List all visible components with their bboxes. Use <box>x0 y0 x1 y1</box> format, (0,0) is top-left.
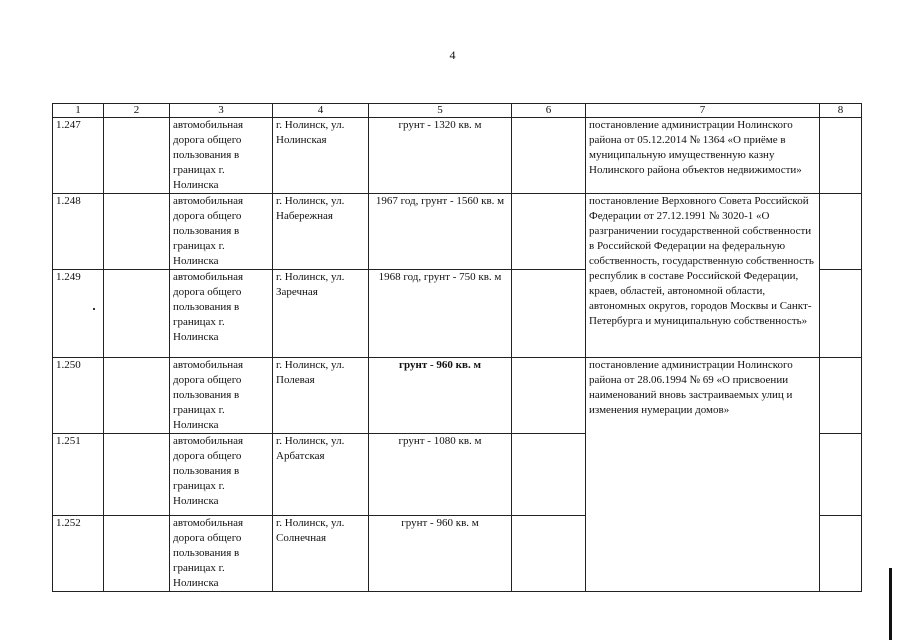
table-row <box>53 358 862 434</box>
basis-document: постановление администрации Нолинского района от 05.12.2014 № 1364 «О приёме в муниципальную имущественную казну Нолинского района объектов недвижимости» <box>586 118 820 194</box>
object-area: 1968 год, грунт - 750 кв. м <box>369 270 512 358</box>
table-row <box>53 194 862 270</box>
empty-cell <box>820 270 862 358</box>
empty-cell <box>512 358 586 434</box>
table-row <box>53 118 862 194</box>
basis-document: постановление Верховного Совета Российской Федерации от 27.12.1991 № 3020-1 «О разграничении государственной собственности в Российской Федерации на федеральную собственность, государственную собственность республик в составе Российской Федерации, краев, областей, автономной области, автономных округов, городов Москвы и Санкт- Петербурга и муниципальную собственность» <box>586 194 820 358</box>
empty-cell <box>512 516 586 592</box>
empty-cell <box>104 434 170 516</box>
object-name: автомобильная дорога общего пользования в границах г. Нолинска <box>170 194 273 270</box>
header-row <box>53 104 862 118</box>
empty-cell <box>820 194 862 270</box>
row-number: 1.252 <box>53 516 104 592</box>
object-name: автомобильная дорога общего пользования в границах г. Нолинска <box>170 516 273 592</box>
object-name: автомобильная дорога общего пользования в границах г. Нолинска <box>170 270 273 358</box>
empty-cell <box>104 270 170 358</box>
empty-cell <box>512 270 586 358</box>
empty-cell <box>104 194 170 270</box>
object-area: грунт - 960 кв. м <box>369 516 512 592</box>
object-area: грунт - 960 кв. м <box>369 358 512 434</box>
object-address: г. Нолинск, ул. Арбатская <box>273 434 369 516</box>
empty-cell <box>820 118 862 194</box>
column-header: 3 <box>170 104 273 118</box>
empty-cell <box>104 516 170 592</box>
page-number: 4 <box>449 48 456 62</box>
column-header: 7 <box>586 104 820 118</box>
column-header: 2 <box>104 104 170 118</box>
property-register-table <box>52 103 862 592</box>
row-number: 1.247 <box>53 118 104 194</box>
object-area: грунт - 1320 кв. м <box>369 118 512 194</box>
object-address: г. Нолинск, ул. Полевая <box>273 358 369 434</box>
column-header: 4 <box>273 104 369 118</box>
object-address: г. Нолинск, ул. Солнечная <box>273 516 369 592</box>
object-area: 1967 год, грунт - 1560 кв. м <box>369 194 512 270</box>
scan-artifact-dot <box>93 308 95 310</box>
row-number: 1.251 <box>53 434 104 516</box>
column-header: 8 <box>820 104 862 118</box>
row-number: 1.250 <box>53 358 104 434</box>
empty-cell <box>104 118 170 194</box>
object-name: автомобильная дорога общего пользования в границах г. Нолинска <box>170 434 273 516</box>
row-number: 1.248 <box>53 194 104 270</box>
empty-cell <box>512 434 586 516</box>
empty-cell <box>820 358 862 434</box>
object-area: грунт - 1080 кв. м <box>369 434 512 516</box>
column-header: 1 <box>53 104 104 118</box>
row-number: 1.249 <box>53 270 104 358</box>
object-address: г. Нолинск, ул. Заречная <box>273 270 369 358</box>
empty-cell <box>512 194 586 270</box>
object-address: г. Нолинск, ул. Набережная <box>273 194 369 270</box>
column-header: 6 <box>512 104 586 118</box>
empty-cell <box>104 358 170 434</box>
object-address: г. Нолинск, ул. Нолинская <box>273 118 369 194</box>
object-name: автомобильная дорога общего пользования в границах г. Нолинска <box>170 118 273 194</box>
empty-cell <box>512 118 586 194</box>
empty-cell <box>820 516 862 592</box>
scan-edge-line <box>889 568 892 640</box>
empty-cell <box>820 434 862 516</box>
object-name: автомобильная дорога общего пользования в границах г. Нолинска <box>170 358 273 434</box>
basis-document: постановление администрации Нолинского района от 28.06.1994 № 69 «О присвоении наименований вновь застраиваемых улиц и изменения нумерации домов» <box>586 358 820 592</box>
column-header: 5 <box>369 104 512 118</box>
